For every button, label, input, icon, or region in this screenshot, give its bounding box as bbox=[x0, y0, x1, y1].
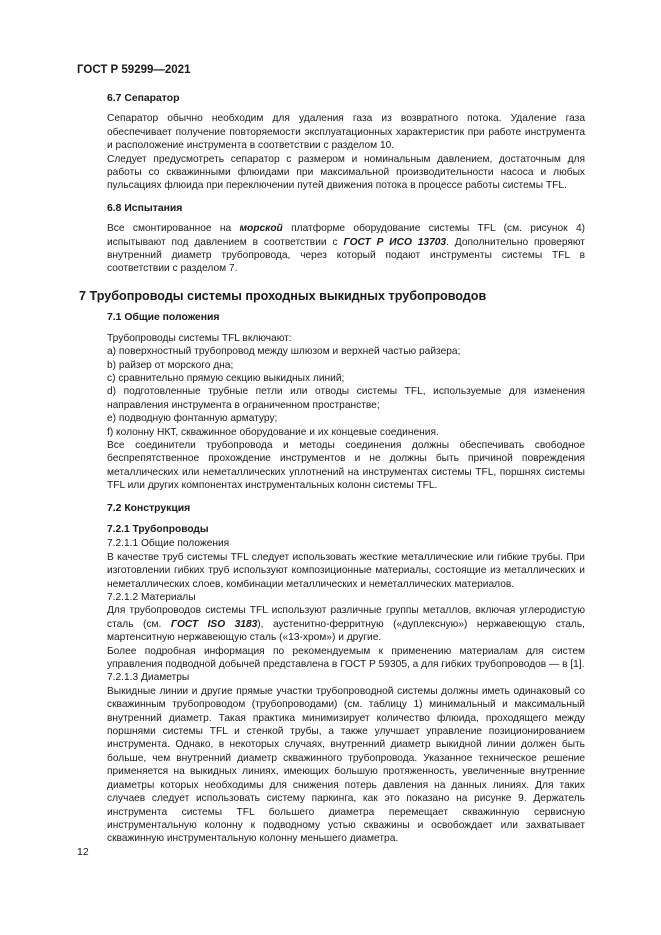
list-item: a) поверхностный трубопровод между шлюзом и верхней частью райзера; bbox=[107, 346, 461, 358]
section-7-2-1-2-title: 7.2.1.2 Материалы bbox=[107, 592, 196, 603]
paragraph: Выкидные линии и другие прямые участки трубопроводной системы должны иметь одинаковый со скважинным трубопроводом (трубопроводами) (см. таблицу 1) минимальный и максимальный внутренний диаметр. Такая практика минимизирует количество флюида, проходящего между поршнями системы TFL и стенкой трубы, а также улучшает управление позиционированием инструмента. Однако, в некоторых случаях, внутренний диаметр выкидной линии должен быть больше, чем внутренний диаметр скважинного трубопровода. Указанное техническое решение применяется на выкидных линиях, имеющих большую протяженность, увеличенные внутренние диаметры которых необходимы для снижения потерь давления на данных линиях. Для таких случаев следует использовать систему паркинга, как это показано на рисунке 9. Держатель инструмента системы TFL большего диаметра перемещает скважинную сервисную инструментальную колонну к подводному устью скважины и освобождает или захватывает скважинную инструментальную колонну меньшего диаметра. bbox=[107, 685, 585, 845]
page-content bbox=[79, 92, 586, 846]
paragraph: В качестве труб системы TFL следует использовать жесткие металлические или гибкие трубы. При изготовлении гибких труб используют композиционные материалы, состоящие из металлических и неметаллических слоев, комбинации металлических и неметаллических материалов. bbox=[107, 551, 585, 590]
list-item: f) колонну НКТ, скважинное оборудование и их концевые соединения. bbox=[107, 426, 439, 438]
standard-header: ГОСТ Р 59299—2021 bbox=[77, 64, 191, 76]
paragraph: Следует предусмотреть сепаратор с размером и номинальным давлением, достаточным для работы со скважинными флюидами при максимальной производительности насоса и любых пульсациях флюида при переключении путей движения потока в процессе работы системы TFL. bbox=[107, 153, 585, 192]
list-item: d) подготовленные трубные петли или отводы системы TFL, используемые для изменения направления инструмента в ограниченном пространстве; bbox=[107, 386, 585, 411]
paragraph: Трубопроводы системы TFL включают: bbox=[107, 332, 292, 344]
page-number: 12 bbox=[77, 846, 89, 858]
section-7-2-title: 7.2 Конструкция bbox=[107, 502, 191, 514]
paragraph: Сепаратор обычно необходим для удаления газа из возвратного потока. Удаление газа обеспечивает получение повторяемости эксплуатационных характеристик при работе инструмента и расположение инструмента в соответствии с разделом 10. bbox=[107, 113, 585, 152]
list-item: b) райзер от морского дна; bbox=[107, 359, 234, 371]
paragraph: Все соединители трубопровода и методы соединения должны обеспечивать свободное беспрепятственное прохождение инструментов и не должны быть причиной повреждения металлических или неметаллических уплотнений на инструментах системы TFL, поршнях системы TFL или других компонентах инструментальных колонн системы TFL. bbox=[107, 439, 585, 492]
section-7-2-1-1-title: 7.2.1.1 Общие положения bbox=[107, 538, 230, 550]
paragraph: Для трубопроводов системы TFL используют различные группы металлов, включая углеродистую сталь (см. ГОСТ ISO 3183), аустенитно-ферритную («дуплексную») нержавеющую сталь, мартенситную нержавеющую сталь («13-хром») и другие. bbox=[107, 605, 586, 644]
paragraph: Более подробная информация по рекомендуемым к применению материалам для систем управления подводной добычей представлена в ГОСТ Р 59305, а для гибких трубопроводов — в [1]. bbox=[107, 645, 585, 671]
section-7-2-1-title: 7.2.1 Трубопроводы bbox=[107, 523, 209, 535]
section-6-8-title: 6.8 Испытания bbox=[107, 202, 183, 214]
section-7-title: 7 Трубопроводы системы проходных выкидных трубопроводов bbox=[79, 288, 487, 303]
section-7-2-1-3-title: 7.2.1.3 Диаметры bbox=[107, 672, 190, 684]
section-7-1-title: 7.1 Общие положения bbox=[107, 312, 220, 324]
list-item: c) сравнительно прямую секцию выкидных линий; bbox=[107, 372, 345, 384]
section-6-7-title: 6.7 Сепаратор bbox=[107, 93, 180, 104]
paragraph: Все смонтированное на морской платформе оборудование системы TFL (см. рисунок 4) испытывают под давлением в соответствии с ГОСТ Р ИСО 13703. Дополнительно проверяют внутренний диаметр трубопровода, через который подают инструменты системы TFL в соответствии с разделом 7. bbox=[107, 223, 585, 275]
list-item: e) подводную фонтанную арматуру; bbox=[107, 413, 278, 425]
